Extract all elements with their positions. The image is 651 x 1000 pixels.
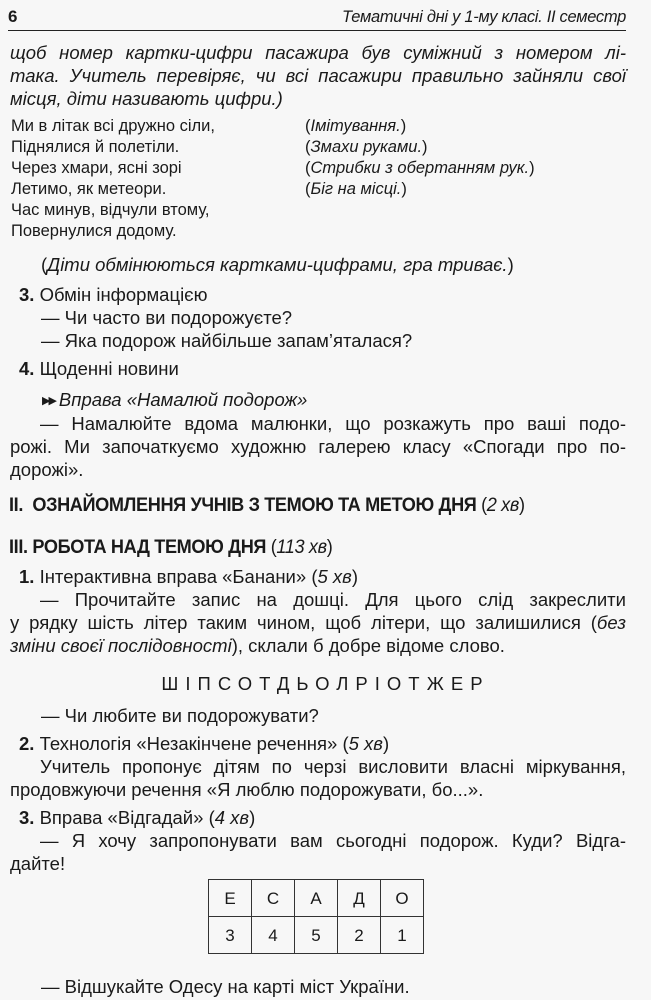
poem-line: Піднялися й полетіли. xyxy=(11,138,180,156)
s3-item-2-paragraph xyxy=(10,755,626,801)
s3-item-2-heading: 2. Технологія «Незакінчене речення» (5 хв) xyxy=(19,733,390,754)
text-line: продовжуючи речення «Я люблю подорожувати, бо...». xyxy=(10,779,484,800)
text-line: дорожі». xyxy=(10,459,84,480)
text-line: Учитель пропонує дітям по черзі висловити власні міркування, xyxy=(40,756,626,777)
section-2-heading: II. ОЗНАЙОМЛЕННЯ УЧНІВ З ТЕМОЮ ТА МЕТОЮ ДНЯ (2 хв) xyxy=(9,494,525,516)
running-header xyxy=(8,5,626,31)
poem-line: Летимо, як метеори. xyxy=(11,180,167,198)
cipher-cell: 4 xyxy=(252,917,295,954)
s3-item-3-paragraph xyxy=(10,829,626,875)
cipher-cell: Д xyxy=(338,880,381,917)
text-line: — Прочитайте запис на дошці. Для цього слід закреслити xyxy=(40,589,626,610)
cipher-numbers-row xyxy=(209,917,424,954)
s3-item-1-question: — Чи любите ви подорожувати? xyxy=(41,705,319,726)
double-arrow-icon: ▶▶ xyxy=(42,395,55,407)
s3-item-1-heading: 1. Інтерактивна вправа «Банани» (5 хв) xyxy=(19,566,359,587)
poem-action: (Біг на місці.) xyxy=(305,180,407,198)
intro-paragraph xyxy=(10,41,626,110)
text-line: дайте! xyxy=(10,853,66,874)
item-3-heading: 3. Обмін інформацією xyxy=(19,284,208,305)
item-3-question-1: — Чи часто ви подорожуєте? xyxy=(41,307,293,328)
poem-line: Через хмари, ясні зорі xyxy=(11,159,182,177)
page-number: 6 xyxy=(8,7,18,26)
s3-item-3-closing: — Відшукайте Одесу на карті міст України. xyxy=(41,976,410,997)
cipher-cell: А xyxy=(295,880,338,917)
cipher-cell: Е xyxy=(209,880,252,917)
cipher-cell: 3 xyxy=(209,917,252,954)
running-title: Тематичні дні у 1-му класі. ІІ семестр xyxy=(342,8,626,26)
text-line: — Намалюйте вдома малюнки, що розкажуть про ваші подо- xyxy=(40,413,626,434)
exercise-paragraph xyxy=(10,412,626,481)
text-line: місця, діти називають цифри.) xyxy=(10,88,283,109)
poem-lines xyxy=(11,116,215,242)
poem-action: (Змахи руками.) xyxy=(305,138,428,156)
letter-puzzle: ШІПСОТДЬОЛРІОТЖЕР xyxy=(161,673,490,694)
section-3-heading: III. РОБОТА НАД ТЕМОЮ ДНЯ (113 хв) xyxy=(9,536,333,558)
poem-action: (Стрибки з обертанням рук.) xyxy=(305,159,535,177)
exercise-heading: ▶▶ Вправа «Намалюй подорож» xyxy=(42,389,308,410)
item-4-heading: 4. Щоденні новини xyxy=(19,358,179,379)
text-line: рожі. Ми започаткуємо художню галерею класу «Спогади про по- xyxy=(10,436,626,457)
poem-line: Час минув, відчули втому, xyxy=(11,201,210,219)
text-line: у рядку шість літер таким чином, щоб літери, що залишилися (без xyxy=(10,612,626,633)
cipher-cell: 5 xyxy=(295,917,338,954)
text-line: щоб номер картки-цифри пасажира був суміжний з номером лі- xyxy=(10,42,626,63)
item-3-question-2: — Яка подорож найбільше запам’яталася? xyxy=(41,330,413,351)
text-line: зміни своєї послідовності), склали б добре відоме слово. xyxy=(10,635,505,656)
cipher-cell: 2 xyxy=(338,917,381,954)
cipher-table xyxy=(208,879,424,954)
poem-line: Ми в літак всі дружно сіли, xyxy=(11,117,215,135)
poem-actions xyxy=(305,116,535,200)
text-line: така. Учитель перевіряє, чи всі пасажири правильно зайняли свої xyxy=(10,65,626,86)
s3-item-1-paragraph xyxy=(10,588,626,657)
cipher-cell: С xyxy=(252,880,295,917)
text-line: — Я хочу запропонувати вам сьогодні подорож. Куди? Відга- xyxy=(40,830,626,851)
poem-action: (Імітування.) xyxy=(305,117,407,135)
s3-item-3-heading: 3. Вправа «Відгадай» (4 хв) xyxy=(19,807,256,828)
cipher-letters-row xyxy=(209,880,424,917)
cipher-cell: 1 xyxy=(381,917,424,954)
exchange-note: (Діти обмінюються картками-цифрами, гра триває.) xyxy=(41,254,514,275)
poem-line: Повернулися додому. xyxy=(11,222,177,240)
cipher-cell: О xyxy=(381,880,424,917)
